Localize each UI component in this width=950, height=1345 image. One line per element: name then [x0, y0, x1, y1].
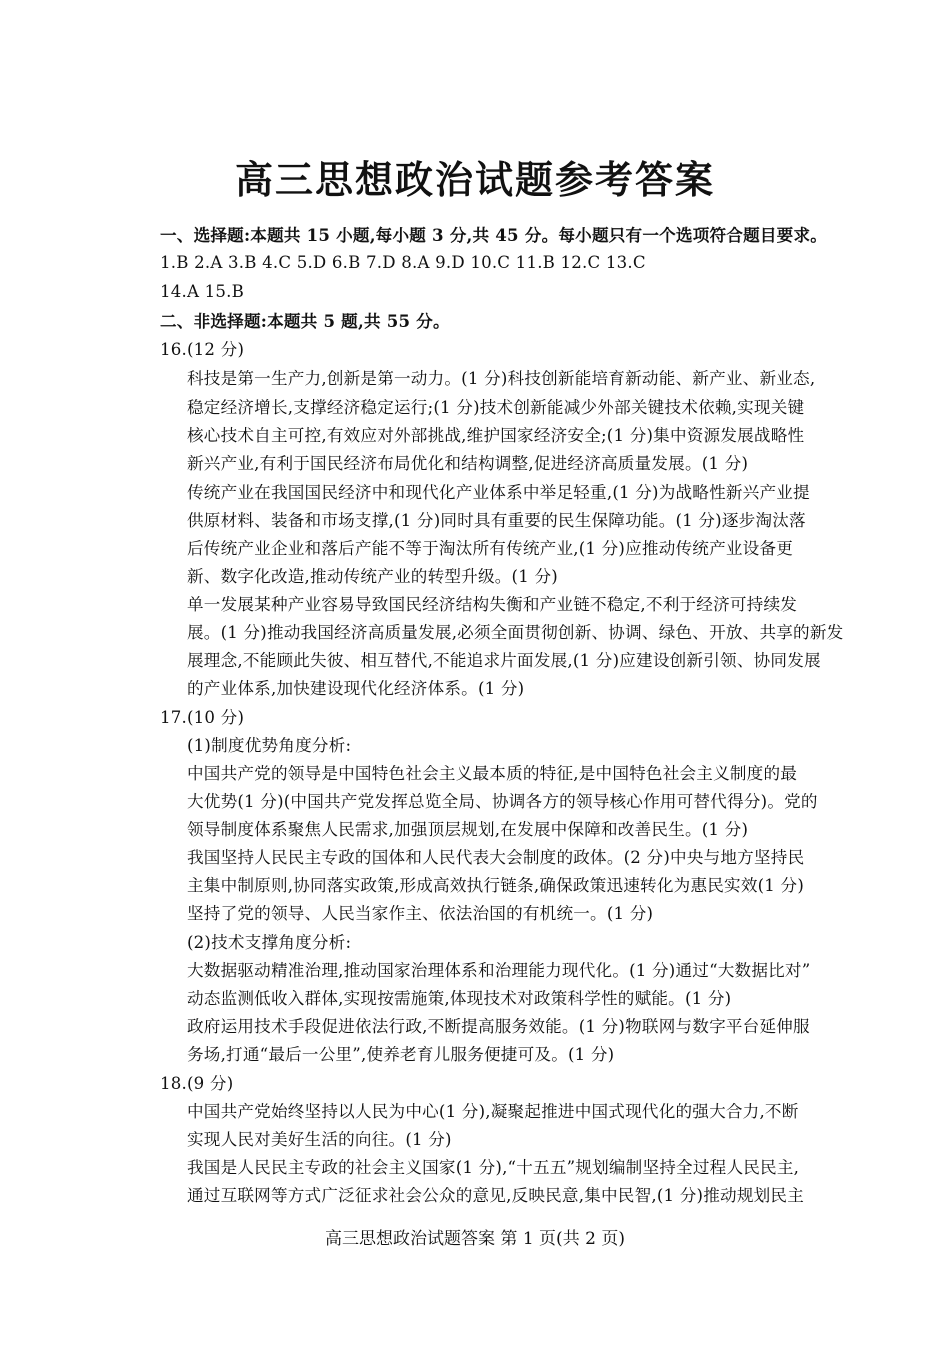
q17-line: (1)制度优势角度分析: — [187, 736, 352, 755]
q18-label: 18.(9 分) — [160, 1074, 234, 1093]
q17-line: 政府运用技术手段促进依法行政,不断提高服务效能。(1 分)物联网与数字平台延伸服 — [187, 1017, 810, 1036]
q16-line: 后传统产业企业和落后产能不等于淘汰所有传统产业,(1 分)应推动传统产业设备更 — [187, 539, 794, 558]
q16-line: 的产业体系,加快建设现代化经济体系。(1 分) — [187, 679, 525, 698]
q18-line: 实现人民对美好生活的向往。(1 分) — [187, 1130, 452, 1149]
q16-line: 核心技术自主可控,有效应对外部挑战,维护国家经济安全;(1 分)集中资源发展战略性 — [187, 426, 805, 445]
q16-line: 传统产业在我国国民经济中和现代化产业体系中举足轻重,(1 分)为战略性新兴产业提 — [187, 483, 810, 502]
q16-line: 供原材料、装备和市场支撑,(1 分)同时具有重要的民生保障功能。(1 分)逐步淘汰落 — [187, 511, 806, 530]
q16-line: 新、数字化改造,推动传统产业的转型升级。(1 分) — [187, 567, 558, 586]
q17-line: 我国坚持人民民主专政的国体和人民代表大会制度的政体。(2 分)中央与地方坚持民 — [187, 848, 805, 867]
q16-line: 稳定经济增长,支撑经济稳定运行;(1 分)技术创新能减少外部关键技术依赖,实现关键 — [187, 398, 805, 417]
q17-line: 领导制度体系聚焦人民需求,加强顶层规划,在发展中保障和改善民生。(1 分) — [187, 820, 749, 839]
q16-line: 单一发展某种产业容易导致国民经济结构失衡和产业链不稳定,不利于经济可持续发 — [187, 595, 798, 614]
q16-line: 新兴产业,有利于国民经济布局优化和结构调整,促进经济高质量发展。(1 分) — [187, 454, 749, 473]
choice-answers-line-2: 14.A 15.B — [160, 282, 245, 301]
section1-heading: 一、选择题:本题共 15 小题,每小题 3 分,共 45 分。每小题只有一个选项符合题目要求。 — [160, 225, 828, 245]
page-footer: 高三思想政治试题答案 第 1 页(共 2 页) — [325, 1229, 625, 1249]
q17-line: 大优势(1 分)(中国共产党发挥总览全局、协调各方的领导核心作用可替代得分)。党的 — [187, 792, 818, 811]
choice-answers-line-1: 1.B 2.A 3.B 4.C 5.D 6.B 7.D 8.A 9.D 10.C 11.B 12.C 13.C — [160, 253, 646, 272]
q17-line: 坚持了党的领导、人民当家作主、依法治国的有机统一。(1 分) — [187, 904, 654, 923]
q17-line: 主集中制原则,协同落实政策,形成高效执行链条,确保政策迅速转化为惠民实效(1 分) — [187, 876, 804, 895]
q17-line: (2)技术支撑角度分析: — [187, 933, 352, 952]
q18-line: 我国是人民民主专政的社会主义国家(1 分),“十五五”规划编制坚持全过程人民民主, — [187, 1158, 800, 1177]
q17-line: 大数据驱动精准治理,推动国家治理体系和治理能力现代化。(1 分)通过“大数据比对” — [187, 961, 811, 980]
section2-heading: 二、非选择题:本题共 5 题,共 55 分。 — [160, 311, 450, 331]
q16-line: 科技是第一生产力,创新是第一动力。(1 分)科技创新能培育新动能、新产业、新业态, — [187, 369, 816, 388]
q17-line: 中国共产党的领导是中国特色社会主义最本质的特征,是中国特色社会主义制度的最 — [187, 764, 798, 783]
q17-line: 务场,打通“最后一公里”,使养老育儿服务便捷可及。(1 分) — [187, 1045, 615, 1064]
q18-line: 通过互联网等方式广泛征求社会公众的意见,反映民意,集中民智,(1 分)推动规划民主 — [187, 1186, 804, 1205]
q17-label: 17.(10 分) — [160, 708, 245, 727]
q16-line: 展理念,不能顾此失彼、相互替代,不能追求片面发展,(1 分)应建设创新引领、协同发展 — [187, 651, 821, 670]
q16-line: 展。(1 分)推动我国经济高质量发展,必须全面贯彻创新、协调、绿色、开放、共享的新发 — [187, 623, 844, 642]
q17-line: 动态监测低收入群体,实现按需施策,体现技术对政策科学性的赋能。(1 分) — [187, 989, 732, 1008]
q16-label: 16.(12 分) — [160, 340, 245, 359]
q18-line: 中国共产党始终坚持以人民为中心(1 分),凝聚起推进中国式现代化的强大合力,不断 — [187, 1102, 799, 1121]
page-title: 高三思想政治试题参考答案 — [234, 157, 715, 202]
